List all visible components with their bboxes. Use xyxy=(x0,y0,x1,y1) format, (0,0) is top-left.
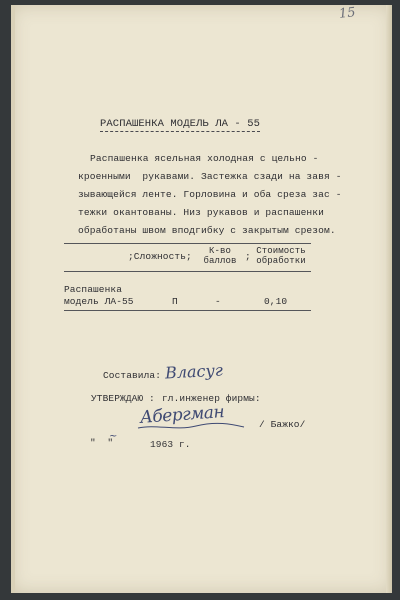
header-separator: ; xyxy=(245,251,251,262)
approve-label: УТВЕРЖДАЮ : xyxy=(91,393,155,404)
approve-name: / Бажко/ xyxy=(259,419,306,430)
row-name-line-1: Распашенка xyxy=(64,284,123,295)
description-line-1: Распашенка ясельная холодная с цельно - xyxy=(90,153,319,164)
table-header-rule xyxy=(64,271,311,272)
header-points: К-во баллов xyxy=(203,246,237,266)
signature-underline-scribble xyxy=(136,420,246,434)
row-cost: 0,10 xyxy=(264,296,288,307)
description-line-3: зывающейся ленте. Горловина и оба среза зас - xyxy=(78,189,342,200)
row-complexity: П xyxy=(172,296,178,307)
description-line-5: обработаны швом вподгибку с закрытым срезом. xyxy=(78,225,336,236)
page-edge-left xyxy=(11,5,15,593)
table-bottom-rule xyxy=(64,310,311,311)
approve-signature: Абергман xyxy=(139,402,225,428)
compiled-label: Составила: xyxy=(103,370,162,381)
page-number-handwritten: 15 xyxy=(338,5,357,22)
row-name-line-2: модель ЛА-55 xyxy=(64,296,134,307)
document-title: РАСПАШЕНКА МОДЕЛЬ ЛА - 55 xyxy=(100,118,261,130)
table-top-rule xyxy=(64,243,311,244)
row-points: - xyxy=(215,296,221,307)
compiled-signature: Власуг xyxy=(164,360,224,383)
date-mark-icon: ~ xyxy=(109,431,118,442)
approve-position: гл.инженер фирмы: xyxy=(162,393,261,404)
header-complexity: ;Сложность; xyxy=(128,251,192,262)
header-cost: Стоимость обработки xyxy=(256,246,306,266)
description-line-4: тежки окантованы. Низ рукавов и распашенки xyxy=(78,207,325,218)
title-underline xyxy=(100,131,260,132)
date-year: 1963 г. xyxy=(150,439,191,450)
date-quotes: " " xyxy=(90,437,114,448)
page-edge-right xyxy=(386,5,392,593)
description-line-2: кроенными рукавами. Застежка сзади на завя - xyxy=(78,171,342,182)
